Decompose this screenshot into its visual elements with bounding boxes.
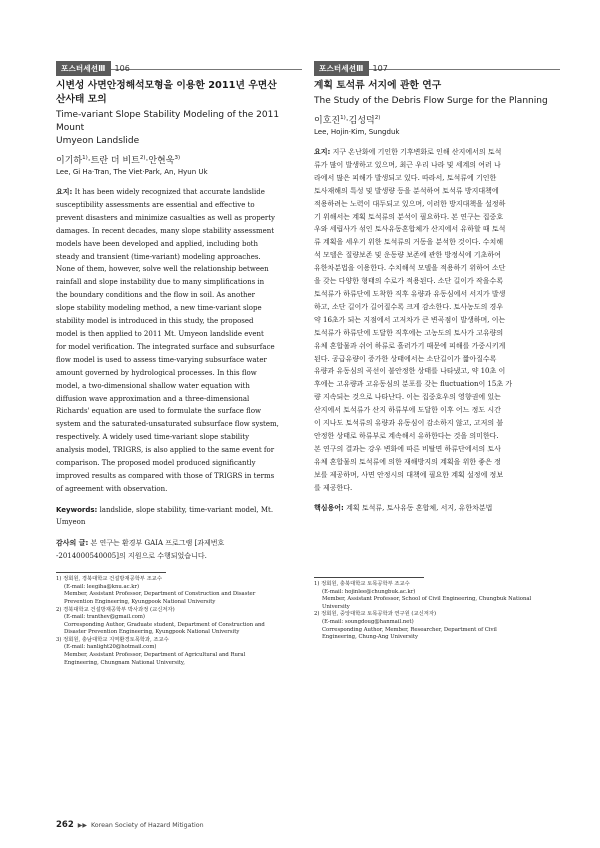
abstract-line: 유체 혼합물과 쉬어 하류로 흘러가기 때문에 피해를 가중시키게 xyxy=(314,341,506,350)
abstract-line: rainfall and slope instability due to many simplifications in xyxy=(56,278,265,287)
title-korean-line: 계획 토석류 서지에 관한 연구 xyxy=(314,80,442,91)
author-name: 김성덕 xyxy=(348,116,375,126)
abstract-line: flow model is used to assess time-varying subsurface water xyxy=(56,355,267,364)
abstract-line: 토석류가 하류단에 도착한 직후 유량과 유동심에서 서지가 발생 xyxy=(314,289,506,298)
footnote-line: Engineering, Chungnam National University, xyxy=(64,659,185,666)
author-sup: 2) xyxy=(139,155,146,161)
ack-text: -2014000540005]의 지원으로 수행되었습니다. xyxy=(56,551,207,560)
abstract-line: susceptibility assessments are essential and effective to xyxy=(56,200,255,209)
footnote-line: University xyxy=(322,603,350,610)
abstract xyxy=(314,146,560,494)
keywords-label: 핵심용어: xyxy=(314,504,344,513)
right-article xyxy=(314,56,560,642)
abstract-line: 토석류가 하류단에 도달한 직후에는 고농도의 토사가 고유량의 xyxy=(314,328,504,337)
page-footer xyxy=(56,820,204,830)
abstract-line: 토사재해의 특성 및 발생량 등을 분석하여 토석류 방지대책에 xyxy=(314,186,499,195)
abstract-line: 류가 많이 발생하고 있으며, 최근 우리 나라 및 세계의 여러 나 xyxy=(314,160,501,169)
abstract-line: 우와 세립사가 섞인 토사유동혼합체가 산지에서 유하할 때 토석 xyxy=(314,225,506,234)
abstract-line: 산지에서 토석류가 산지 하류부에 도달한 이후 어느 정도 시간 xyxy=(314,406,501,415)
abstract-line: 지구 온난화에 기인한 기후변화로 인해 산지에서의 토석 xyxy=(332,148,502,156)
abstract-line: respectively. A widely used time-variant slope stability xyxy=(56,433,250,442)
abstract-line: models have been developed and applied, including both xyxy=(56,239,258,248)
abstract-line: improved results as compared with those of TRIGRS in terms xyxy=(56,471,275,480)
abstract-line: 유한차분법을 이용한다. 수치해석 모델을 적용하기 위하여 소단 xyxy=(314,264,506,273)
footnote-line: Member, Assistant Professor, School of Civil Engineering, Chungbuk National xyxy=(322,596,532,603)
abstract-line: 본 연구의 결과는 강우 변화에 따른 비탈면 하류단에서의 토사 xyxy=(314,444,501,453)
footnote-line: Member, Assistant Professor, Department of Agricultural and Rural xyxy=(64,652,246,659)
abstract xyxy=(56,186,302,496)
authors-korean: 이호진$^{1)}$·김성덕$^{2)}$ xyxy=(314,115,381,126)
authors-english: Lee, Gi Ha·Tran, The Viet·Park, An, Hyun Uk xyxy=(56,168,208,176)
abstract-line: 유체 혼합물의 토석류에 의한 재해방지의 계획을 위한 좋은 정 xyxy=(314,457,501,466)
footnote-line: 2) 경북대학교 건설방재공학부 박사과정 (교신저자) xyxy=(56,606,175,613)
ack-label: 감사의 글: xyxy=(56,538,89,547)
footnote-divider xyxy=(314,577,424,578)
title-korean-line: 산사태 모의 xyxy=(56,94,107,105)
author-sup: 1) xyxy=(340,115,346,121)
abstract-line: 후에는 고유량과 고유동심의 분포를 갖는 fluctuation이 15초 가 xyxy=(314,380,513,389)
footnote-line: Prevention Engineering, Kyungpook National University xyxy=(64,598,216,605)
title-korean xyxy=(56,79,302,107)
footnote-line: Corresponding Author, Graduate student, Department of Construction and xyxy=(64,621,265,628)
footnote-line: (E-mail: hojinlee@chungbuk.ac.kr) xyxy=(322,588,416,595)
abstract-label: 요지: xyxy=(314,148,331,156)
arrows-icon: ▶▶ xyxy=(77,822,87,829)
session-tag: 포스터세션Ⅲ xyxy=(314,61,369,76)
footnote xyxy=(314,581,560,611)
abstract-line: stability model is introduced in this study, the proposed xyxy=(56,317,254,326)
footnote-line: 3) 정회원, 충남대학교 지역환경토목학과, 조교수 xyxy=(56,636,169,643)
footnote-line: Disaster Prevention Engineering, Kyungpook National University xyxy=(64,629,240,636)
footnote xyxy=(314,611,560,641)
authors-english: Lee, Hojin·Kim, Sungduk xyxy=(314,128,400,136)
abstract-line: 적용하려는 노력이 대두되고 있으며, 이러한 방지대책을 설정하 xyxy=(314,199,506,208)
left-article xyxy=(56,56,302,667)
title-english xyxy=(314,95,560,108)
abstract-line: 라에서 많은 피해가 발생되고 있다. 따라서, 토석류에 기인한 xyxy=(314,173,497,182)
abstract-line: prevent disasters and minimize casualties as well as property xyxy=(56,213,275,222)
title-english-line: Umyeon Landslide xyxy=(56,136,140,146)
abstract-line: steady and transient (time-variant) modeling approaches. xyxy=(56,252,261,261)
abstract-line: for model verification. The integrated surface and subsurface xyxy=(56,342,275,351)
abstract-line: damages. In recent decades, many slope stability assessment xyxy=(56,226,275,235)
abstract-line: 기 위해서는 계획 토석류의 분석이 필요하다. 본 연구는 집중호 xyxy=(314,212,504,221)
abstract-line: of agreement with observation. xyxy=(56,484,168,493)
abstract-line: 를 제공한다. xyxy=(314,483,353,492)
abstract-line: It has been widely recognized that accurate landslide xyxy=(74,188,265,196)
session-header xyxy=(314,56,560,73)
keywords-text: Umyeon xyxy=(56,518,86,527)
keywords xyxy=(56,504,302,529)
authors-korean: 이기하$^{1)}$·트란 더 비트$^{2)}$·안현욱$^{3)}$ xyxy=(56,155,181,166)
author-sup: 3) xyxy=(174,155,181,161)
abstract-line: 약 16초가 되는 지점에서 고저차가 큰 변곡점이 발생하며, 이는 xyxy=(314,315,506,324)
abstract-line: Richards' equation are used to formulate the surface flow xyxy=(56,407,262,416)
author-name: 트란 더 비트 xyxy=(90,156,140,166)
title-korean-line: 시변성 사면안정해석모형을 이용한 2011년 우면산 xyxy=(56,80,277,91)
footnote-line: Member, Assistant Professor, Department of Construction and Disaster xyxy=(64,591,256,598)
session-tag: 포스터세션Ⅲ xyxy=(56,61,111,76)
abstract-line: 이 지나도 토석류의 유량과 유동심이 감소하지 않고, 고저의 불 xyxy=(314,419,504,428)
footnote-line: Engineering, Chung-Ang University xyxy=(322,634,418,641)
session-header xyxy=(56,56,302,73)
abstract-line: None of them, however, solve well the relationship between xyxy=(56,265,269,274)
title-english-line: The Study of the Debris Flow Surge for the Planning xyxy=(314,96,548,106)
abstract-line: 하고, 소단 길이가 길어질수록 크게 감소한다. 토사농도의 경우 xyxy=(314,302,504,311)
abstract-line: comparison. The proposed model produced significantly xyxy=(56,459,256,468)
footnote-line: (E-mail: leegiha@knu.ac.kr) xyxy=(64,583,140,590)
title-korean xyxy=(314,79,560,93)
keywords xyxy=(314,502,560,515)
page-number: 262 xyxy=(56,820,74,830)
abstract-label: 요지: xyxy=(56,188,73,196)
footnote-line: (E-mail: soungdoug@hanmail.net) xyxy=(322,619,414,626)
journal-name: Korean Society of Hazard Mitigation xyxy=(90,822,204,829)
footnotes xyxy=(314,581,560,642)
abstract-line: 을 갖는 다양한 형태의 수로가 적용된다. 소단 길이가 작을수록 xyxy=(314,277,504,286)
abstract-line: 류 계획을 세우기 위한 토석류의 거동을 분석한 것이다. 수치해 xyxy=(314,238,504,247)
author-sup: 1) xyxy=(82,155,88,161)
author-name: 이호진 xyxy=(314,116,341,126)
abstract-line: slope stability modeling method, a new time-variant slope xyxy=(56,304,262,313)
abstract-line: 안정한 상태로 하류부로 계속해서 유하한다는 것을 의미한다. xyxy=(314,431,499,440)
keywords-text: landslide, slope stability, time-variant model, Mt. xyxy=(99,505,274,514)
abstract-line: diffusion wave approximation and a three-dimensional xyxy=(56,394,250,403)
keywords-text: 계획 토석류, 토사유동 혼합체, 서지, 유한차분법 xyxy=(346,504,493,513)
abstract-line: the boundary conditions and the flow in soil. As another xyxy=(56,291,255,300)
footnote-line: Corresponding Author, Member, Researcher, Department of Civil xyxy=(322,626,497,633)
abstract-line: model, a two-dimensional shallow water equation with xyxy=(56,381,250,390)
footnote-line: 1) 정회원, 경북대학교 건설방재공학부 조교수 xyxy=(56,576,162,583)
abstract-line: 량 지속되는 것으로 나타난다. 이는 집중호우의 영향권에 있는 xyxy=(314,393,501,402)
author-name: 이기하 xyxy=(56,156,83,166)
abstract-line: 석 모델은 질량보존 및 운동량 보존에 관한 방정식에 기초하여 xyxy=(314,251,501,260)
abstract-line: analysis model, TRIGRS, is also applied to the same event for xyxy=(56,446,275,455)
footnote-line: 2) 정회원, 중앙대학교 토목공학과 연구원 (교신저자) xyxy=(314,611,437,618)
abstract-line: 보를 제공하며, 사면 안정시의 대책에 필요한 계획 설정에 정보 xyxy=(314,470,504,479)
keywords-label: Keywords: xyxy=(56,505,98,514)
footnote xyxy=(56,576,302,606)
title-english-line: Time-variant Slope Stability Modeling of the 2011 Mount xyxy=(56,110,280,133)
footnote-line: (E-mail: hanlight20@hotmail.com) xyxy=(64,644,157,651)
footnote-line: 1) 정회원, 충북대학교 토목공학부 조교수 xyxy=(314,581,410,588)
abstract-line: system and the saturated-unsaturated subsurface flow system, xyxy=(56,420,279,429)
author-name: 안현욱 xyxy=(148,156,175,166)
abstract-line: 된다. 공급유량이 증가한 상태에서는 소단길이가 짧아질수록 xyxy=(314,354,497,363)
author-sup: 2) xyxy=(374,115,381,121)
abstract-line: 유량과 유동심의 곡선이 불안정한 상태를 나타냈고, 약 10초 이 xyxy=(314,367,506,376)
title-english xyxy=(56,109,302,148)
footnote xyxy=(56,607,302,637)
ack-text: 본 연구는 환경부 GAIA 프로그램 [과제번호 xyxy=(90,538,225,547)
acknowledgement xyxy=(56,537,302,562)
abstract-line: model is then applied to 2011 Mt. Umyeon landslide event xyxy=(56,329,264,338)
footnote-line: (E-mail: tranthev@gmail.com) xyxy=(64,614,145,621)
footnotes xyxy=(56,576,302,667)
footnote-divider xyxy=(56,572,166,573)
article-number: 107 xyxy=(372,64,388,73)
footnote xyxy=(56,637,302,667)
abstract-line: amount governed by hydrological processes. In this flow xyxy=(56,368,257,377)
article-number: 106 xyxy=(114,64,130,73)
